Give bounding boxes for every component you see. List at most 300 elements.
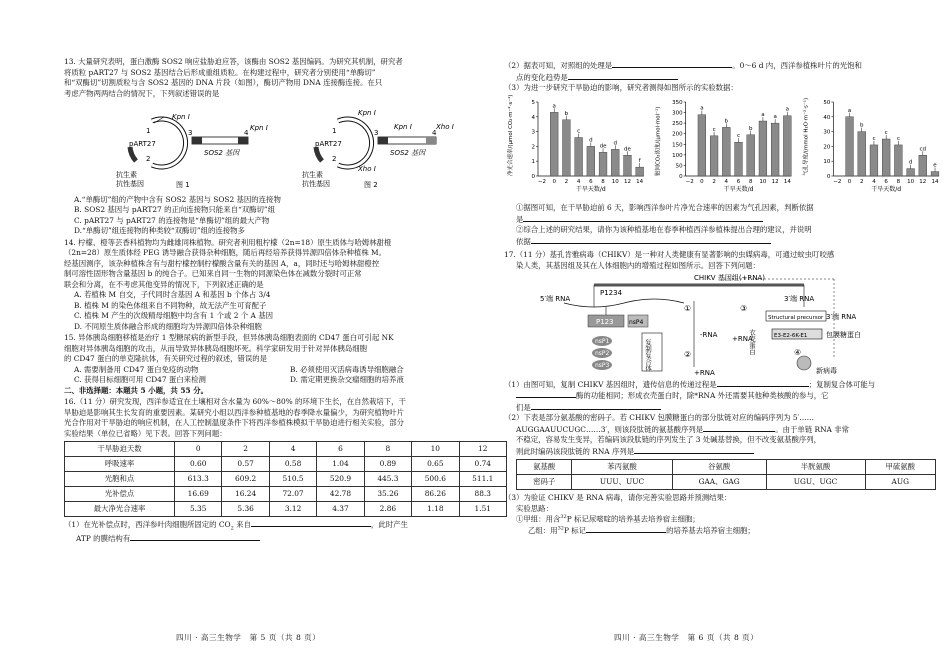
significance-letter: de bbox=[599, 142, 607, 149]
significance-letter: c bbox=[736, 132, 741, 139]
text: 则此时编码该段肽链的 RNA 序列是 bbox=[516, 446, 635, 456]
end-label: 3 bbox=[374, 129, 379, 138]
option: B. 必须使用灭活病毒诱导细胞融合 bbox=[290, 364, 404, 374]
x-axis-label: 干旱天数/d bbox=[723, 185, 754, 193]
significance-letter: c bbox=[896, 135, 900, 142]
step-3: ③ bbox=[740, 304, 748, 314]
fragment-end bbox=[238, 137, 248, 144]
table-cell: UGU、UGC bbox=[766, 475, 865, 490]
table-cell: 500.6 bbox=[412, 472, 459, 487]
step-4: ④ bbox=[794, 348, 802, 358]
label-p1234: P1234 bbox=[600, 289, 623, 298]
significance-letter: de bbox=[624, 145, 631, 152]
x-tick-label: 12 bbox=[919, 178, 927, 185]
text: （1）在光补偿点时，西洋参叶肉细胞所固定的 CO bbox=[64, 520, 231, 530]
text: 是 bbox=[516, 214, 524, 224]
option: A.“单酶切”组的产物中含有 SOS2 基因与 SOS2 基因的连接物 bbox=[74, 194, 281, 204]
section-heading: 二、非选择题：本题共 5 小题，共 55 分。 bbox=[64, 385, 208, 395]
label-3prime: 3′端 RNA bbox=[784, 295, 815, 304]
table-cell: AUG bbox=[865, 475, 935, 490]
table-cell: 1.04 bbox=[317, 457, 364, 472]
significance-letter: c bbox=[884, 129, 888, 136]
text: 们是 bbox=[516, 402, 531, 412]
text: 酶的功能相同；形成衣壳蛋白时，除*RNA 外还需要其他种类核酸的参与，它 bbox=[576, 391, 829, 401]
y-tick-label: 1 bbox=[531, 158, 535, 165]
x-tick-label: 10 bbox=[611, 178, 619, 185]
y-tick-label: 0 bbox=[679, 173, 683, 180]
table-row bbox=[65, 457, 507, 472]
table-cell: 光胞和点 bbox=[65, 472, 175, 487]
q17-sub2-line3: 不稳定，容易发生变异，若编码该段肽链的序列发生了 3 处碱基替换，但不改变氨基酸序列， bbox=[516, 435, 822, 445]
kpn-label: Kpn Ⅰ bbox=[358, 109, 376, 118]
option: C. 植株 M 产生的次级精母细胞中均含有 1 个或 2 个 A 基因 bbox=[74, 311, 274, 321]
label-capsid: 衣壳蛋白 bbox=[748, 329, 756, 356]
table-cell: 613.3 bbox=[175, 472, 222, 487]
y-tick-label: 350 bbox=[672, 99, 683, 106]
answer-blank[interactable] bbox=[531, 402, 661, 410]
y-tick-label: 50 bbox=[823, 99, 831, 106]
table-cell: 最大净光合速率 bbox=[65, 502, 175, 517]
x-tick-label: 14 bbox=[931, 178, 939, 185]
answer-blank[interactable] bbox=[568, 72, 678, 80]
table-cell: 氨基酸 bbox=[517, 460, 572, 475]
plasmid-label: pART27 bbox=[315, 140, 342, 149]
table-cell: 2 bbox=[222, 442, 269, 457]
x-tick-label: 8 bbox=[601, 178, 605, 185]
q16-line: 实验结果（单位已省略）见下表。回答下列问题： bbox=[64, 428, 227, 438]
bar bbox=[759, 121, 767, 176]
text: 的培养基去培养宿主细胞； bbox=[666, 526, 755, 536]
significance-letter: b bbox=[748, 125, 753, 132]
y-tick-label: 200 bbox=[672, 131, 683, 138]
table-cell: 8 bbox=[364, 442, 411, 457]
label-envelope: 包膜糖蛋白 bbox=[826, 331, 861, 340]
figure-caption: 图 2 bbox=[364, 181, 378, 190]
table-cell: 609.2 bbox=[222, 472, 269, 487]
answer-blank[interactable] bbox=[531, 236, 771, 244]
q16-c1: ①据图可知，在干旱胁迫前 6 天，影响西洋参叶片净光合速率的因素为气孔因素，判断依据 bbox=[516, 203, 814, 213]
x-tick-label: 6 bbox=[736, 178, 741, 185]
figure-1 bbox=[116, 113, 268, 189]
x-tick-label: 12 bbox=[771, 178, 779, 185]
page-footer-left: 四川 · 高三生物学 第 5 页（共 8 页） bbox=[176, 633, 321, 642]
option-row bbox=[64, 375, 507, 386]
gene-label: SOS2 基因 bbox=[390, 149, 426, 158]
table-cell: 5.36 bbox=[222, 502, 269, 517]
q13-line: 将质粒 pART27 与 SOS2 基因结合后形成重组质粒。在构建过程中，研究者分别使用“单酶切” bbox=[64, 67, 376, 77]
q16-c2-line2 bbox=[504, 236, 947, 248]
label-p123: P123 bbox=[596, 318, 614, 327]
table-header bbox=[517, 460, 936, 475]
table-cell: 88.3 bbox=[459, 487, 506, 502]
text: 。0～6 d 内，西洋参植株叶片的光饱和 bbox=[732, 61, 862, 70]
y-tick-label: 0 bbox=[826, 173, 831, 180]
q17-sub3: （3）为验证 CHIKV 是 RNA 病毒，请你完善实验思路并预测结果： bbox=[504, 493, 732, 503]
table-cell: UUU、UUC bbox=[572, 475, 672, 490]
table-cell: 445.3 bbox=[364, 472, 411, 487]
answer-blank[interactable] bbox=[634, 446, 754, 454]
text: 依据 bbox=[516, 236, 531, 246]
bar bbox=[870, 144, 878, 175]
superscript: 32 bbox=[557, 525, 564, 532]
q14-line: 制可溶性固形物含量基因 b 的纯合子。已知来自同一生物的同源染色体在减数分裂时可正常 bbox=[64, 269, 362, 279]
table-cell: 干旱胁迫天数 bbox=[65, 442, 175, 457]
bar bbox=[894, 144, 902, 175]
x-tick-label: 0 bbox=[552, 178, 556, 185]
table-cell: 4.37 bbox=[317, 502, 364, 517]
answer-blank[interactable] bbox=[251, 519, 371, 527]
q17-sub1 bbox=[504, 379, 947, 391]
answer-blank[interactable] bbox=[586, 525, 666, 533]
x-tick-label: 4 bbox=[724, 178, 729, 185]
x-axis-label: 干旱天数/d bbox=[871, 185, 902, 193]
significance-letter: cd bbox=[919, 145, 927, 152]
table-cell: 511.1 bbox=[459, 472, 506, 487]
xho-label: Xho Ⅰ bbox=[358, 165, 376, 174]
answer-blank[interactable] bbox=[717, 379, 809, 387]
x-tick-label: 14 bbox=[783, 178, 791, 185]
table-row bbox=[517, 475, 936, 490]
x-tick-label: 6 bbox=[884, 178, 888, 185]
x-tick-label: −2 bbox=[833, 178, 842, 185]
y-tick-label: 4 bbox=[531, 114, 535, 121]
q17-sub1-line3 bbox=[504, 402, 947, 414]
significance-letter: c bbox=[872, 135, 876, 142]
q16-line: 16.（11 分）研究发现，西洋参适宜在土壤相对含水量为 60%～80% 的环境下生长，在自然栽培下，干 bbox=[64, 397, 406, 407]
y-tick-label: 150 bbox=[672, 141, 683, 148]
text: （2）据表可知，对照组的处理是 bbox=[504, 61, 613, 70]
text: 乙组：用 bbox=[528, 526, 558, 536]
bar bbox=[624, 155, 632, 176]
option: C. 获得目标细胞可用 CD47 蛋白来检测 bbox=[74, 375, 206, 385]
figure-caption: 图 1 bbox=[176, 181, 190, 190]
y-axis-label: 气孔导度/(mmol H₂O·m⁻²·s⁻¹) bbox=[803, 97, 810, 176]
y-tick-label: 5 bbox=[531, 99, 535, 106]
text: P 标记尿嘧啶的培养基去培养宿主细胞； bbox=[566, 514, 700, 524]
q14-line: 14. 柠檬、橙等芸香科植物均为雌雄同株植物。研究者利用粗柠檬（2n=18）原生质体与哈姆林甜橙 bbox=[64, 237, 392, 247]
table-cell: 苯丙氨酸 bbox=[572, 460, 672, 475]
q14-line: 联会和分离，在不考虑其他变异的情况下，下列叙述正确的是 bbox=[64, 279, 264, 289]
table-cell: 86.26 bbox=[412, 487, 459, 502]
bar bbox=[611, 149, 619, 176]
text: ①甲组：用含 bbox=[516, 514, 561, 524]
bar bbox=[722, 127, 730, 176]
bar bbox=[735, 142, 743, 176]
table-row bbox=[65, 487, 507, 502]
table-cell: 1.18 bbox=[412, 502, 459, 517]
label-3prime: 3′端 RNA bbox=[826, 313, 857, 322]
left-page bbox=[64, 56, 507, 545]
significance-letter: e bbox=[933, 162, 937, 169]
q16-sub1 bbox=[64, 519, 507, 533]
label-pos-rna-2: +RNA bbox=[732, 335, 753, 344]
table-cell: 0.60 bbox=[175, 457, 222, 472]
significance-letter: f bbox=[638, 157, 641, 164]
q16-sub2 bbox=[504, 60, 947, 72]
option: B. SOS2 基因与 pART27 的正向连接物只能来自“双酶切”组 bbox=[74, 205, 276, 215]
table-cell: 0.89 bbox=[364, 457, 411, 472]
bar bbox=[771, 123, 779, 176]
table-cell: 半胱氨酸 bbox=[766, 460, 865, 475]
y-tick-label: 2 bbox=[531, 143, 535, 150]
resistance-label-2: 抗性基因 bbox=[302, 180, 330, 189]
text: 点的变化趋势是 bbox=[516, 72, 568, 82]
q16-line: 光合作用对干旱胁迫的响应机制，在人工控制温度条件下将西洋参植株模拟干旱胁迫进行相关实验，部分 bbox=[64, 418, 404, 428]
q16-sub2-line2 bbox=[504, 72, 947, 84]
text: ATP 的膜结构有 bbox=[76, 534, 131, 543]
bar bbox=[747, 134, 755, 175]
text: ；复制复合体可能与 bbox=[808, 379, 876, 389]
bar-charts bbox=[504, 94, 947, 200]
resistance-segment bbox=[130, 147, 136, 161]
table-cell: 1.51 bbox=[459, 502, 506, 517]
q17-sub3-b bbox=[504, 525, 947, 537]
label-nsp2: nsP2 bbox=[595, 350, 610, 358]
table-cell: 谷氨酸 bbox=[672, 460, 766, 475]
q14-line: （2n=28）原生质体经 PEG 诱导融合获得杂种细胞，随后再经培养获得异源四倍体杂种植株 M。 bbox=[64, 248, 387, 258]
q16-line: 旱胁迫是影响其生长发育的重要因素。某研究小组以西洋参种植基地的春季降水量偏少，为研究植物叶片 bbox=[64, 407, 404, 417]
q17-sub3-label: 实验思路： bbox=[516, 503, 553, 513]
bar bbox=[882, 139, 890, 176]
figure-2 bbox=[302, 109, 454, 189]
chikv-diagram bbox=[504, 271, 947, 375]
y-tick-label: 0 bbox=[531, 173, 535, 180]
answer-blank[interactable] bbox=[523, 214, 763, 222]
end-label: 4 bbox=[432, 129, 437, 138]
bar bbox=[698, 114, 706, 175]
y-tick-label: 300 bbox=[672, 110, 683, 117]
q16-c1-line2 bbox=[504, 214, 947, 226]
significance-letter: a bbox=[761, 111, 765, 118]
x-tick-label: −2 bbox=[685, 178, 694, 185]
y-axis-label: 胞间CO₂浓度/(μmol·mol⁻¹) bbox=[655, 106, 662, 176]
x-tick-label: 0 bbox=[847, 178, 852, 185]
table-cell: 16.24 bbox=[222, 487, 269, 502]
option: D. 需定期更换杂交瘤细胞的培养液 bbox=[290, 375, 404, 385]
answer-blank[interactable] bbox=[130, 533, 260, 541]
option: B. 植株 M 的染色体组来自不同物种，故无法产生可育配子 bbox=[74, 300, 267, 310]
x-tick-label: 0 bbox=[700, 178, 704, 185]
table-cell: 520.9 bbox=[317, 472, 364, 487]
x-tick-label: 4 bbox=[872, 178, 876, 185]
x-tick-label: 10 bbox=[907, 178, 915, 185]
end-label: 1 bbox=[146, 127, 151, 136]
x-tick-label: 8 bbox=[896, 178, 901, 185]
q14-line: 经基因测序，该杂种植株含有与甜柠檬控制柠檬酸含量有关的基因 A，a，同时还与哈姆林甜橙控 bbox=[64, 258, 380, 268]
q17-sub2: （2）下表是部分氨基酸的密码子。若 CHIKV 包膜糖蛋白的部分肽链对应的编码序列为 5′…… bbox=[504, 413, 815, 423]
bar bbox=[636, 167, 644, 176]
label-nsp1: nsP1 bbox=[595, 338, 610, 346]
page-footer-right: 四川 · 高三生物学 第 6 页（共 8 页） bbox=[614, 633, 759, 642]
table-row bbox=[65, 472, 507, 487]
table-cell: 16.69 bbox=[175, 487, 222, 502]
significance-letter: b bbox=[724, 117, 729, 124]
x-tick-label: 2 bbox=[712, 178, 716, 185]
label-5prime: 5′端 RNA bbox=[540, 295, 571, 304]
q13-line: 13. 大量研究表明，蛋白激酶 SOS2 响应盐胁迫应答，该酶由 SOS2 基因编码。为研究其机制，研究者 bbox=[64, 57, 403, 66]
q15-line: 的 CD47 蛋白的单克隆抗体，有关研究过程的叙述，错误的是 bbox=[64, 354, 268, 364]
table-cell: 光补偿点 bbox=[65, 487, 175, 502]
significance-letter: c bbox=[577, 128, 581, 135]
resistance-label: 抗生素 bbox=[302, 171, 323, 180]
drought-table bbox=[64, 441, 507, 517]
y-tick-label: 50 bbox=[675, 162, 683, 169]
kpn-label: Kpn Ⅰ bbox=[394, 123, 412, 132]
bar bbox=[858, 131, 866, 175]
bar bbox=[550, 112, 558, 176]
significance-letter: d bbox=[613, 139, 617, 146]
bar bbox=[907, 168, 915, 175]
bar bbox=[575, 137, 583, 175]
option-row bbox=[64, 365, 507, 376]
table-cell: 42.78 bbox=[317, 487, 364, 502]
end-label: 2 bbox=[332, 155, 337, 164]
x-tick-label: 2 bbox=[860, 178, 864, 185]
y-tick-label: 100 bbox=[672, 152, 683, 159]
bar bbox=[783, 115, 791, 175]
significance-letter: a bbox=[700, 105, 704, 112]
x-tick-label: 14 bbox=[636, 178, 644, 185]
y-tick-label: 20 bbox=[823, 143, 831, 150]
q17-line: 染人类，其基因组及其在人体细胞内的增殖过程如图所示。回答下列问题： bbox=[516, 260, 760, 270]
x-tick-label: 6 bbox=[589, 178, 593, 185]
label-nsp3: nsP3 bbox=[595, 362, 610, 370]
table-cell: 4 bbox=[269, 442, 316, 457]
x-tick-label: 8 bbox=[748, 178, 753, 185]
x-tick-label: 4 bbox=[576, 178, 581, 185]
table-cell: 12 bbox=[459, 442, 506, 457]
table-cell: 35.26 bbox=[364, 487, 411, 502]
q16-sub3: （3）为进一步研究干旱胁迫的影响，研究者测得如图所示的实验数据： bbox=[504, 83, 738, 93]
superscript: 32 bbox=[560, 514, 567, 521]
x-tick-label: 12 bbox=[623, 178, 631, 185]
table-row bbox=[65, 502, 507, 517]
label-neg-rna: -RNA bbox=[700, 331, 718, 340]
text: AUGGAAUUCUGC……3′，则该段肽链的氨基酸序列是 bbox=[516, 424, 704, 434]
text: （1）由图可知，复制 CHIKV 基因组时，遗传信息的传递过程是 bbox=[504, 379, 717, 389]
end-label: 2 bbox=[146, 155, 151, 164]
x-tick-label: 10 bbox=[759, 178, 767, 185]
y-tick-label: 250 bbox=[672, 120, 683, 127]
end-label: 3 bbox=[188, 129, 193, 138]
diagram-title: CHIKV 基因组(+RNA) bbox=[694, 274, 766, 283]
question-13 bbox=[64, 57, 507, 237]
y-tick-label: 3 bbox=[531, 129, 535, 136]
question-16 bbox=[64, 397, 507, 544]
table-cell: 3.12 bbox=[269, 502, 316, 517]
option: D.“单酶切”组连接物的种类较“双酶切”组的连接物多 bbox=[74, 226, 245, 236]
end-label: 1 bbox=[332, 127, 337, 136]
table-cell: 0.58 bbox=[269, 457, 316, 472]
right-page bbox=[504, 60, 947, 537]
label-struct: Structural precursor bbox=[768, 315, 824, 322]
kpn-label: Kpn Ⅰ bbox=[250, 124, 268, 133]
y-axis-label: 净光合速率/(μmol CO₂·m⁻²·s⁻¹) bbox=[508, 94, 514, 176]
significance-letter: a bbox=[785, 106, 790, 113]
plasmid-label: pART27 bbox=[129, 140, 156, 149]
significance-letter: a bbox=[552, 102, 556, 109]
end-label: 4 bbox=[244, 129, 249, 138]
label-pos-rna: +RNA bbox=[694, 369, 715, 376]
y-tick-label: 10 bbox=[823, 158, 831, 165]
x-tick-label: −2 bbox=[537, 178, 547, 185]
q15-line: 15. 异体胰岛细胞移植是治疗 1 型糖尿病的新型手段，但异体胰岛细胞表面的 CD47 蛋白可引起 NK bbox=[64, 333, 394, 343]
significance-letter: d bbox=[589, 136, 593, 143]
bar bbox=[931, 171, 939, 175]
table-cell: 0.74 bbox=[459, 457, 506, 472]
y-tick-label: 30 bbox=[823, 129, 831, 136]
table-cell: 6 bbox=[317, 442, 364, 457]
xho-label: Xho Ⅰ bbox=[436, 123, 454, 132]
q17-sub2-line4 bbox=[504, 446, 947, 458]
label-nsp4: nsP4 bbox=[629, 319, 644, 327]
table-cell: 72.07 bbox=[269, 487, 316, 502]
fragment-end bbox=[192, 137, 202, 144]
plasmid-ring-inner bbox=[152, 119, 186, 167]
table-header bbox=[65, 442, 507, 457]
table-cell: 510.5 bbox=[269, 472, 316, 487]
answer-blank[interactable] bbox=[612, 60, 732, 68]
table-cell: 10 bbox=[412, 442, 459, 457]
q17-sub2-line2 bbox=[504, 424, 947, 436]
label-new-virus: 新病毒 bbox=[816, 367, 837, 376]
q17-line: 17.（11 分）基孔肯雅病毒（CHIKV）是一种对人类健康有显著影响的虫媒病毒，可通过蚊虫叮咬感 bbox=[504, 250, 835, 260]
step-1: ① bbox=[684, 304, 692, 314]
gene-label: SOS2 基因 bbox=[204, 149, 240, 158]
significance-letter: a bbox=[773, 113, 777, 120]
q13-line: 考虑产物两两结合的情况下，下列叙述错误的是 bbox=[64, 88, 220, 98]
y-tick-label: 40 bbox=[823, 114, 831, 121]
q16-c2: ②综合上述的研究结果，请你为该种植基地在春季种植西洋参植株提出合理的建议，并说明 bbox=[516, 225, 812, 235]
new-virus-icon bbox=[797, 356, 811, 370]
kpn-label: Kpn Ⅰ bbox=[172, 113, 190, 122]
bar bbox=[599, 152, 607, 176]
q13-figures bbox=[64, 99, 507, 191]
bar bbox=[710, 135, 718, 175]
answer-blank[interactable] bbox=[516, 390, 576, 398]
x-axis-label: 干旱天数/d bbox=[575, 185, 606, 193]
significance-letter: b bbox=[860, 122, 864, 129]
significance-letter: a bbox=[847, 107, 852, 114]
bar bbox=[846, 116, 854, 175]
subscript: 2 bbox=[230, 525, 234, 532]
significance-letter: d bbox=[908, 159, 913, 166]
bar bbox=[563, 119, 571, 175]
text: 来自 bbox=[233, 520, 251, 530]
text: ，此时产生 bbox=[370, 520, 408, 530]
label-complex: 复制复合体 bbox=[644, 339, 652, 372]
answer-blank[interactable] bbox=[703, 424, 775, 432]
text: P 标记 bbox=[563, 526, 587, 536]
question-14 bbox=[64, 238, 507, 333]
resistance-label: 抗生素 bbox=[116, 171, 137, 180]
option: C. pART27 与 pART27 的连接物是“单酶切”组的最大产物 bbox=[74, 215, 270, 225]
significance-letter: c bbox=[712, 126, 716, 133]
q17-sub3-a bbox=[504, 514, 947, 525]
bar bbox=[919, 155, 927, 176]
table-cell: 0.65 bbox=[412, 457, 459, 472]
table-cell: 0.57 bbox=[222, 457, 269, 472]
rna-strand bbox=[564, 299, 684, 307]
q13-line: 和“双酶切”切割质粒与含 SOS2 基因的 DNA 片段（如图），酶切产物用 DNA 连接酶连接。在只 bbox=[64, 78, 383, 88]
step-2: ② bbox=[684, 350, 692, 360]
resistance-label-2: 抗性基因 bbox=[116, 180, 144, 189]
q15-line: 细胞对异体胰岛细胞的攻击，从而导致异体胰岛细胞坏死。科学家研发用于针对异体胰岛细胞 bbox=[64, 343, 368, 353]
x-tick-label: 2 bbox=[564, 178, 569, 185]
text: 。由于单链 RNA 非常 bbox=[775, 424, 850, 434]
table-cell: 呼吸速率 bbox=[65, 457, 175, 472]
table-cell: 2.86 bbox=[364, 502, 411, 517]
